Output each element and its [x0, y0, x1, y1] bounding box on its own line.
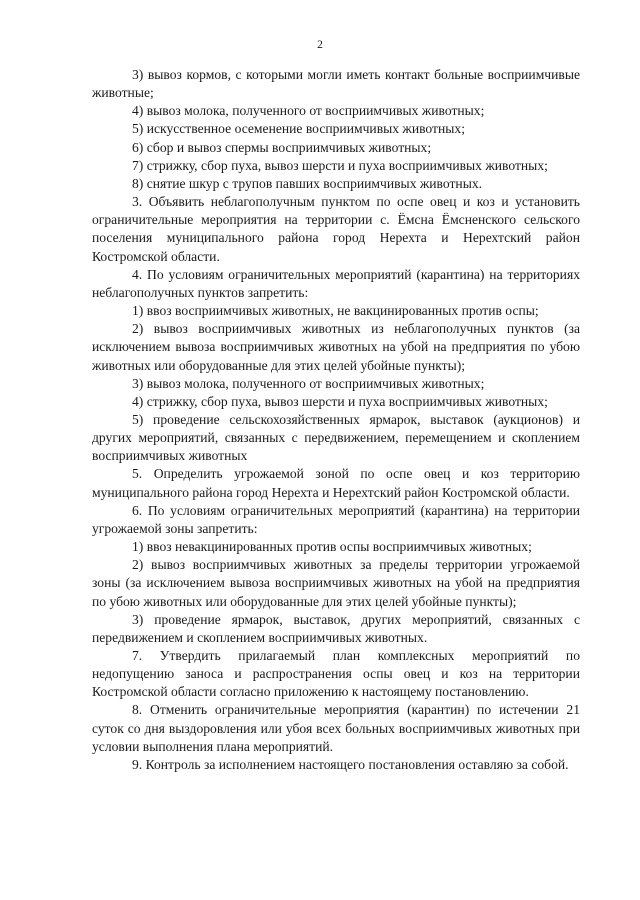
paragraph: 5) искусственное осеменение восприимчивых животных;	[132, 121, 465, 137]
paragraph: 3) вывоз молока, полученного от восприимчивых животных;	[132, 375, 485, 391]
paragraph: 4. По условиям ограничительных мероприятий (карантина) на территориях неблагополучных пунктов запретить:	[92, 266, 580, 300]
paragraph: 3) вывоз кормов, с которыми могли иметь контакт больные восприимчивые животные;	[92, 67, 580, 101]
paragraph: 7. Утвердить прилагаемый план комплексных мероприятий по недопущению заноса и распространения оспы овец и коз на территории Костромской области согласно приложению к настоящему постановлению.	[92, 648, 580, 700]
paragraph: 5) проведение сельскохозяйственных ярмарок, выставок (аукционов) и других мероприятий, связанных с передвижением, перемещением и скоплением восприимчивых животных	[92, 411, 580, 464]
paragraph: 5. Определить угрожаемой зоной по оспе овец и коз территорию муниципального района город Нерехта и Нерехтский район Костромской области.	[92, 466, 580, 500]
paragraph: 9. Контроль за исполнением настоящего постановления оставляю за собой.	[132, 756, 569, 772]
paragraph: 2) вывоз восприимчивых животных из неблагополучных пунктов (за исключением вывоза восприимчивых животных на убой на предприятия по убою животных или оборудованные для этих целей убойные пункты);	[92, 321, 580, 373]
paragraph: 8) снятие шкур с трупов павших восприимчивых животных.	[132, 175, 483, 191]
paragraph: 1) ввоз невакцинированных против оспы восприимчивых животных;	[132, 539, 532, 555]
paragraph: 6. По условиям ограничительных мероприятий (карантина) на территории угрожаемой зоны запретить:	[92, 502, 580, 536]
paragraph: 3. Объявить неблагополучным пунктом по оспе овец и коз и установить ограничительные мероприятия на территории с. Ёмсна Ёмсненского сельского поселения муниципального района город Нерехта и Нерехтский район Костромской области.	[92, 194, 580, 264]
paragraph: 6) сбор и вывоз спермы восприимчивых животных;	[132, 139, 432, 155]
paragraph: 2) вывоз восприимчивых животных за пределы территории угрожаемой зоны (за исключением вывоза восприимчивых животных на убой на предприятия по убою животных или оборудованные для этих целей убойные пункты);	[92, 557, 580, 609]
paragraph: 7) стрижку, сбор пуха, вывоз шерсти и пуха восприимчивых животных;	[132, 157, 548, 173]
page-number: 2	[317, 39, 323, 51]
paragraph: 8. Отменить ограничительные мероприятия (карантин) по истечении 21 суток со дня выздоровления или убоя всех больных восприимчивых животных при условии выполнения плана мероприятий.	[92, 702, 580, 754]
paragraph: 4) стрижку, сбор пуха, вывоз шерсти и пуха восприимчивых животных;	[132, 393, 548, 409]
paragraph: 3) проведение ярмарок, выставок, других мероприятий, связанных с передвижением и скоплением восприимчивых животных.	[92, 611, 580, 645]
document-body	[92, 66, 580, 774]
paragraph: 4) вывоз молока, полученного от восприимчивых животных;	[132, 103, 485, 119]
paragraph: 1) ввоз восприимчивых животных, не вакцинированных против оспы;	[132, 303, 539, 319]
